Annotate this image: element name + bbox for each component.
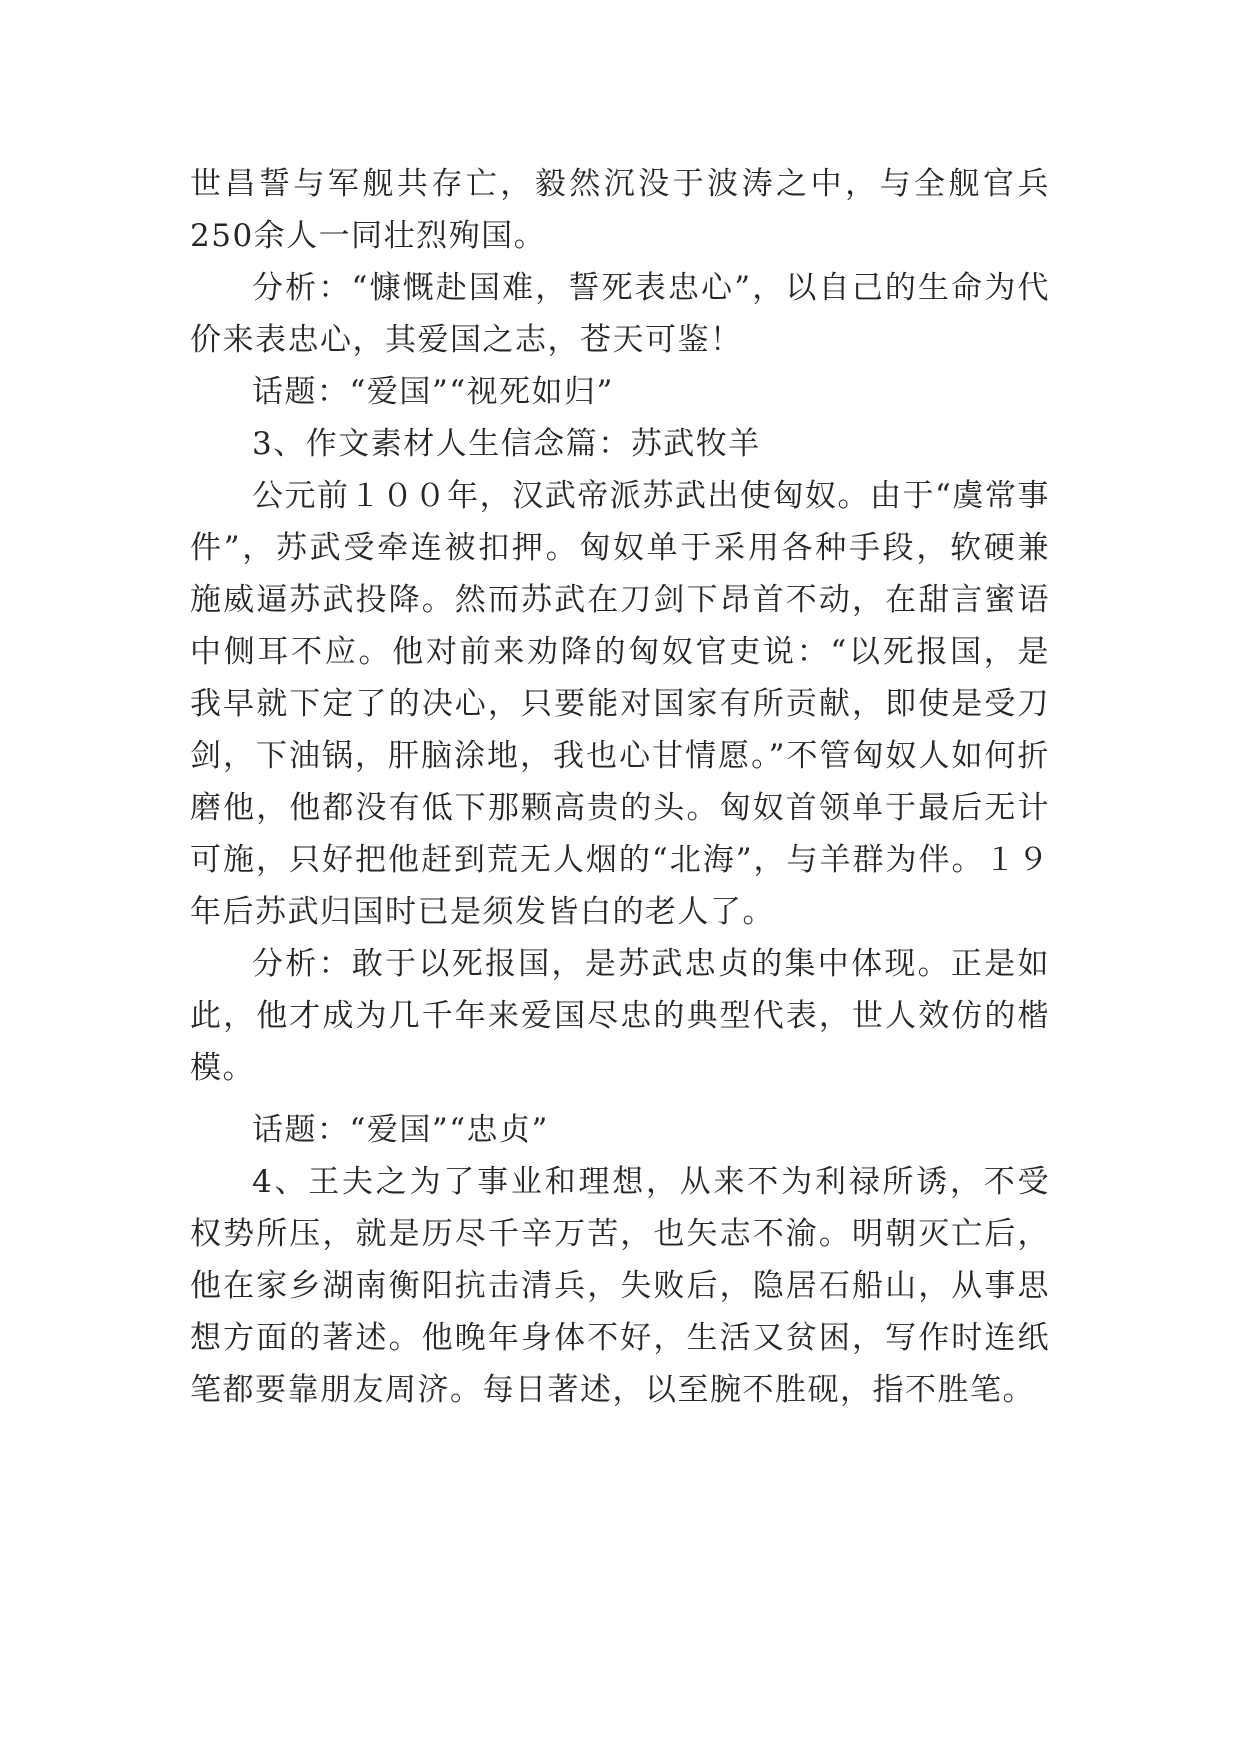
paragraph-continuation: 世昌誓与军舰共存亡，毅然沉没于波涛之中，与全舰官兵250余人一同壮烈殉国。 <box>190 166 1050 254</box>
document-body <box>190 158 1050 1416</box>
section-heading-3: 3、作文素材人生信念篇：苏武牧羊 <box>252 426 761 462</box>
paragraph-story-4: 4、王夫之为了事业和理想，从来不为利禄所诱，不受权势所压，就是历尽千辛万苦，也矢志不渝。明朝灭亡后，他在家乡湖南衡阳抗击清兵，失败后，隐居石船山，从事思想方面的著述。他晚年身体不好，生活又贫困，写作时连纸笔都要靠朋友周济。每日著述，以至腕不胜砚，指不胜笔。 <box>190 1164 1050 1408</box>
paragraph-topic-3: 话题：“爱国”“忠贞” <box>252 1112 549 1148</box>
paragraph-analysis-1: 分析：“慷慨赴国难，誓死表忠心”，以自己的生命为代价来表忠心，其爱国之志，苍天可鉴！ <box>190 270 1050 358</box>
paragraph-story-3: 公元前１００年，汉武帝派苏武出使匈奴。由于“虞常事件”，苏武受牵连被扣押。匈奴单于采用各种手段，软硬兼施威逼苏武投降。然而苏武在刀剑下昂首不动，在甜言蜜语中侧耳不应。他对前来劝降的匈奴官吏说：“以死报国，是我早就下定了的决心，只要能对国家有所贡献，即使是受刀剑，下油锅，肝脑涂地，我也心甘情愿。”不管匈奴人如何折磨他，他都没有低下那颗高贵的头。匈奴首领单于最后无计可施，只好把他赶到荒无人烟的“北海”，与羊群为伴。１９年后苏武归国时已是须发皆白的老人了。 <box>190 478 1050 930</box>
paragraph-topic-1: 话题：“爱国”“视死如归” <box>252 374 614 410</box>
paragraph-analysis-3: 分析：敢于以死报国，是苏武忠贞的集中体现。正是如此，他才成为几千年来爱国尽忠的典型代表，世人效仿的楷模。 <box>190 946 1050 1086</box>
